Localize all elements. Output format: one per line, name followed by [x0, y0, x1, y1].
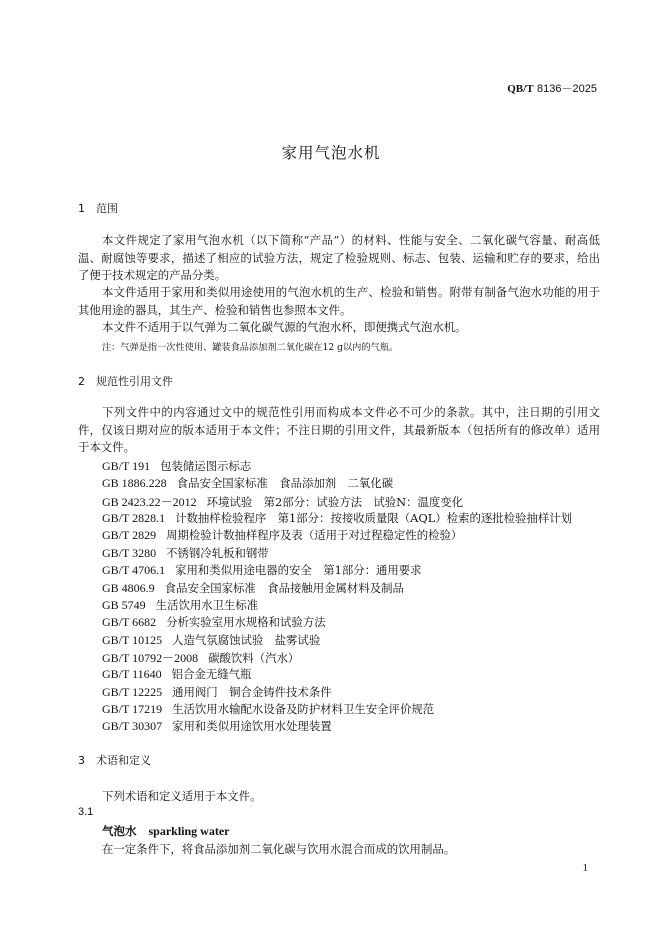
- reference-code: GB/T 3280: [102, 546, 157, 560]
- reference-code: GB 2423.22－2012: [102, 495, 197, 509]
- reference-code: GB 4806.9: [102, 581, 155, 595]
- reference-title: 环境试验 第2部分：试验方法 试验N：温度变化: [206, 495, 464, 509]
- reference-item: [102, 545, 269, 561]
- reference-item: [102, 475, 393, 491]
- reference-title: 家用和类似用途电器的安全 第1部分：通用要求: [175, 563, 422, 577]
- term-english: sparkling water: [148, 824, 230, 838]
- note-text: 气弹是指一次性使用、罐装食品添加剂二氧化碳在12 g以内的气瓶。: [120, 342, 399, 353]
- reference-item: [102, 580, 404, 596]
- reference-item: [102, 614, 326, 630]
- reference-item: [102, 510, 572, 526]
- term-chinese: 气泡水: [102, 824, 137, 838]
- reference-code: GB/T 17219: [102, 702, 163, 716]
- reference-item: [102, 718, 332, 734]
- reference-code: GB/T 30307: [102, 719, 163, 733]
- note: [102, 339, 398, 353]
- reference-code: GB/T 6682: [102, 615, 157, 629]
- reference-code: GB/T 10125: [102, 633, 163, 647]
- reference-title: 铝合金无缝气瓶: [171, 667, 252, 681]
- reference-title: 分析实验室用水规格和试验方法: [166, 615, 326, 629]
- reference-code: GB 1886.228: [102, 476, 167, 490]
- reference-title: 周期检验计数抽样程序及表（适用于对过程稳定性的检验）: [166, 528, 463, 542]
- reference-item: [102, 597, 258, 613]
- reference-code: GB/T 4706.1: [102, 563, 166, 577]
- section-2-heading: [78, 373, 173, 389]
- standard-prefix: QB/T: [507, 83, 534, 95]
- reference-item: [102, 684, 332, 700]
- section-number: 1: [78, 202, 85, 215]
- reference-code: GB/T 12225: [102, 685, 163, 699]
- paragraph: 下列术语和定义适用于本文件。: [102, 789, 262, 803]
- subsection-number: 3.1: [78, 806, 94, 818]
- reference-title: 食品安全国家标准 食品添加剂 二氧化碳: [176, 476, 394, 490]
- paragraph: 本文件不适用于以气弹为二氧化碳气源的气泡水杯，即便携式气泡水机。: [102, 320, 467, 334]
- reference-title: 通用阀门 铜合金铸件技术条件: [172, 685, 332, 699]
- reference-title: 生活饮用水卫生标准: [155, 598, 259, 612]
- paragraph: 下列文件中的内容通过文中的规范性引用而构成本文件必不可少的条款。其中，注日期的引用文件，仅该日期对应的版本适用于本文件；不注日期的引用文件，其最新版本（包括所有的修改单）适用于本文件。: [78, 405, 600, 454]
- reference-title: 食品安全国家标准 食品接触用金属材料及制品: [164, 581, 404, 595]
- reference-title: 家用和类似用途饮用水处理装置: [172, 719, 332, 733]
- reference-item: [102, 458, 251, 474]
- note-label: 注：: [102, 342, 121, 353]
- standard-number: [507, 80, 597, 96]
- section-title: 规范性引用文件: [96, 375, 173, 388]
- page-number: 1: [582, 862, 588, 874]
- paragraph: 本文件规定了家用气泡水机（以下简称“产品”）的材料、性能与安全、二氧化碳气容量、耐高低温、耐腐蚀等要求，描述了相应的试验方法，规定了检验规则、标志、包装、运输和贮存的要求，给出了便于技术规定的产品分类。: [78, 233, 600, 282]
- reference-code: GB/T 2829: [102, 528, 157, 542]
- paragraph: 本文件适用于家用和类似用途使用的气泡水机的生产、检验和销售。附带有制备气泡水功能的用于其他用途的器具，其生产、检验和销售也参照本文件。: [78, 285, 600, 317]
- reference-title: 不锈钢冷轧板和钢带: [166, 546, 269, 560]
- reference-code: GB/T 2828.1: [102, 511, 166, 525]
- reference-item: [102, 493, 463, 510]
- reference-title: 生活饮用水输配水设备及防护材料卫生安全评价规范: [172, 702, 435, 716]
- reference-title: 包装储运图示标志: [160, 459, 252, 473]
- reference-code: GB/T 191: [102, 459, 151, 473]
- section-number: 2: [78, 375, 85, 388]
- section-1-heading: [78, 200, 118, 216]
- reference-item: [102, 562, 422, 578]
- reference-item: [102, 632, 320, 648]
- standard-code: 8136－2025: [537, 83, 597, 95]
- reference-item: [102, 666, 251, 682]
- reference-code: GB/T 10792－2008: [102, 651, 199, 665]
- section-title: 范围: [96, 202, 118, 215]
- reference-item: [102, 649, 299, 666]
- section-3-heading: [78, 752, 151, 768]
- reference-title: 人造气氛腐蚀试验 盐雾试验: [172, 633, 321, 647]
- section-number: 3: [78, 754, 85, 767]
- reference-item: [102, 527, 462, 543]
- reference-code: GB 5749: [102, 598, 146, 612]
- reference-title: 碳酸饮料（汽水）: [208, 651, 300, 665]
- reference-code: GB/T 11640: [102, 667, 162, 681]
- term-entry: [102, 823, 230, 839]
- term-definition: 在一定条件下，将食品添加剂二氧化碳与饮用水混合而成的饮用制品。: [102, 842, 456, 856]
- reference-item: [102, 701, 434, 717]
- reference-title: 计数抽样检验程序 第1部分：按接收质量限（AQL）检索的逐批检验抽样计划: [175, 511, 573, 525]
- section-title: 术语和定义: [96, 754, 151, 767]
- document-title: 家用气泡水机: [281, 144, 381, 162]
